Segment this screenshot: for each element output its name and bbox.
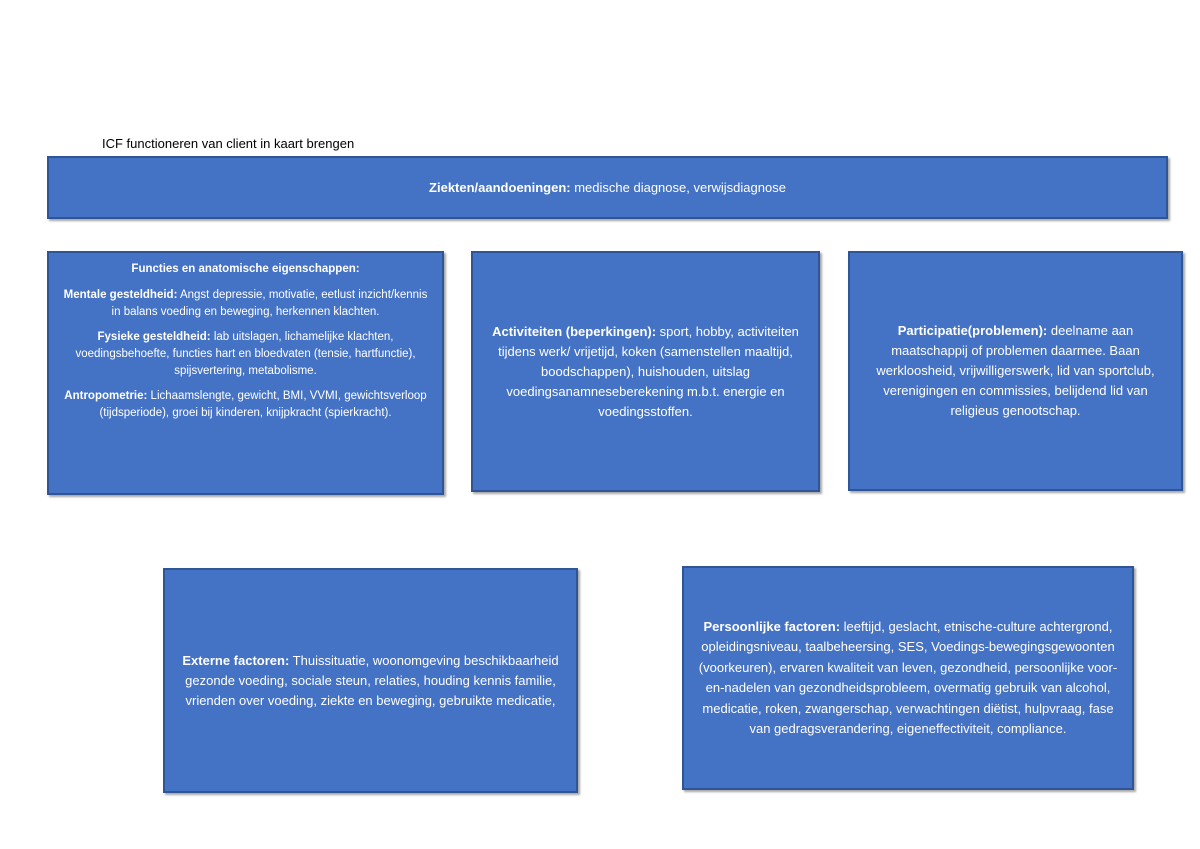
extern-description: Thuissituatie, woonomgeving beschikbaarheid gezonde voeding, sociale steun, relaties, houding kennis familie, vrienden over voeding, ziekte en beweging, gebruikte medicatie, <box>185 652 559 708</box>
participatie-heading: Participatie(problemen): <box>897 323 1048 338</box>
antropometrie-text: Lichaamslengte, gewicht, BMI, VVMI, gewichtsverloop (tijdsperiode), groei bij kinderen, knijpkracht (spierkracht). <box>99 390 427 419</box>
fysiek-text: lab uitslagen, lichamelijke klachten, voedingsbehoefte, functies hart en bloedvaten (tensie, hartfunctie), spijsvertering, metabolisme. <box>75 331 416 377</box>
functies-heading <box>63 261 428 278</box>
fysieke-gesteldheid <box>63 329 428 380</box>
fysiek-heading: Fysieke gesteldheid: <box>97 331 211 343</box>
extern-text <box>181 651 560 711</box>
antropometrie <box>63 388 428 422</box>
ziekten-description: medische diagnose, verwijsdiagnose <box>570 180 786 195</box>
persoonlijk-heading: Persoonlijke factoren: <box>703 618 841 634</box>
participatie-box <box>848 251 1183 491</box>
ziekten-box <box>47 156 1168 219</box>
ziekten-text <box>49 180 1166 195</box>
mentale-gesteldheid <box>63 287 428 321</box>
activiteiten-heading: Activiteiten (beperkingen): <box>492 323 657 339</box>
page-title: ICF functioneren van client in kaart brengen <box>102 136 355 151</box>
persoonlijk-text <box>696 617 1120 740</box>
mentaal-heading: Mentale gesteldheid: <box>63 289 178 301</box>
persoonlijk-description: leeftijd, geslacht, etnische-culture achtergrond, opleidingsniveau, taalbeheersing, SES, Voedings-bewegingsgewoonten (voorkeuren), ervaren kwaliteit van leven, gezondheid, persoonlijke voor-en-nadelen van gezondheidsprobleem, overmatig gebruik van alcohol, medicatie, roken, zwangerschap, verwachtingen diëtist, hulpvraag, fase van gedragsverandering, eigeneffectiviteit, compliance. <box>698 618 1118 736</box>
persoonlijke-factoren-box <box>682 566 1134 790</box>
externe-factoren-box <box>163 568 578 793</box>
participatie-description: deelname aan maatschappij of problemen daarmee. Baan werkloosheid, vrijwilligerswerk, lid van sportclub, verenigingen en commissies, belijdend lid van religieus genootschap. <box>876 323 1155 418</box>
ziekten-heading: Ziekten/aandoeningen: <box>429 180 571 195</box>
activiteiten-box <box>471 251 820 492</box>
extern-heading: Externe factoren: <box>182 652 290 668</box>
mentaal-text: Angst depressie, motivatie, eetlust inzicht/kennis in balans voeding en beweging, herkennen klachten. <box>111 289 428 318</box>
antropometrie-heading: Antropometrie: <box>64 390 148 402</box>
functies-heading-label: Functies en anatomische eigenschappen: <box>131 263 360 275</box>
activiteiten-text <box>485 322 806 422</box>
activiteiten-description: sport, hobby, activiteiten tijdens werk/ vrijetijd, koken (samenstellen maaltijd, boodschappen), huishouden, uitslag voedingsanamneseberekening m.b.t. energie en voedingsstoffen. <box>498 323 799 419</box>
participatie-text <box>862 321 1169 421</box>
functies-box <box>47 251 444 495</box>
